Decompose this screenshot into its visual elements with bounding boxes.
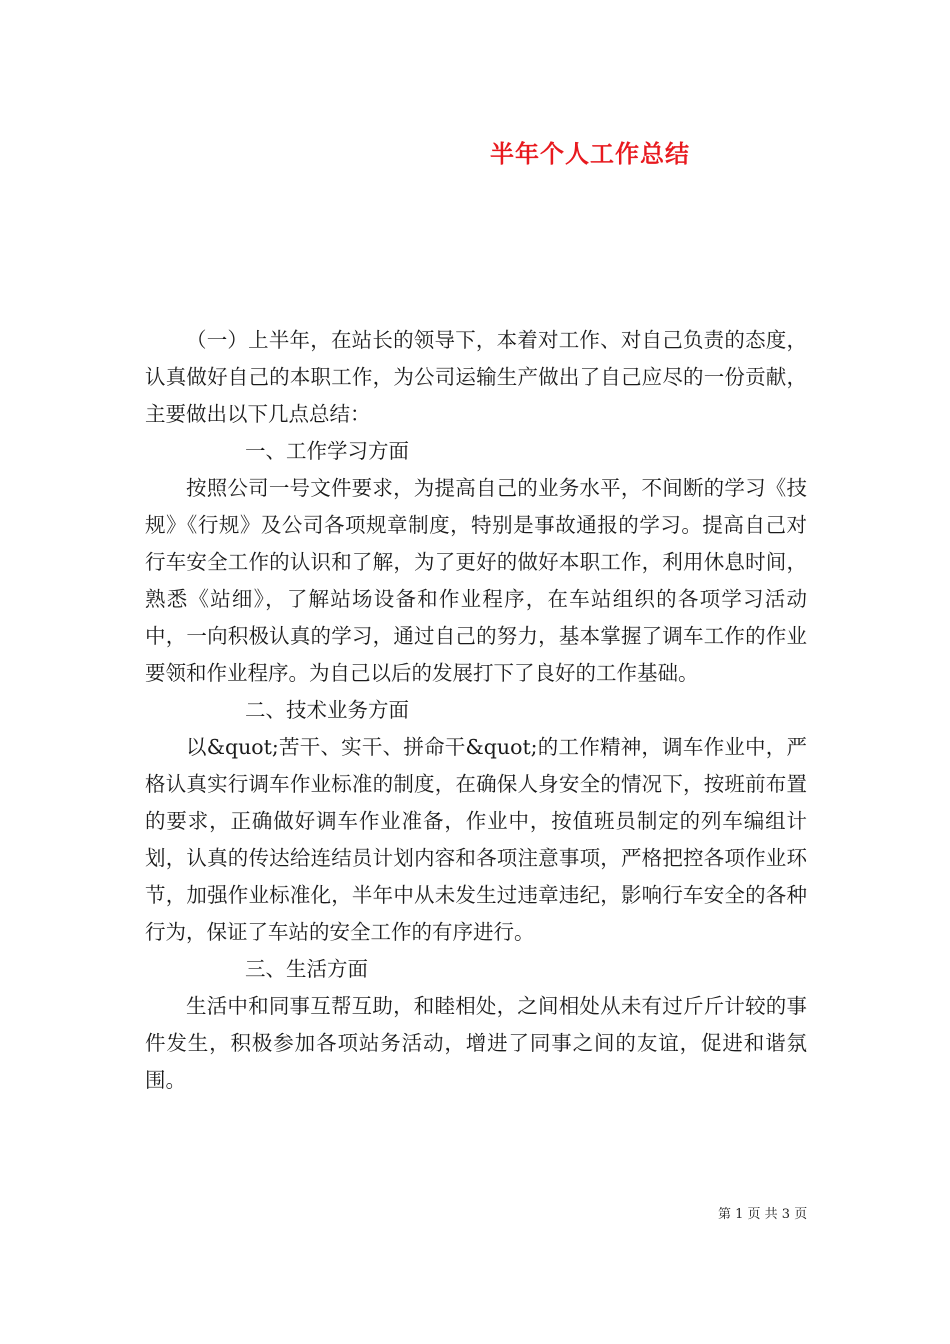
page-number-footer: 第 1 页 共 3 页 xyxy=(718,1207,808,1222)
intro-paragraph: （一）上半年，在站长的领导下，本着对工作、对自己负责的态度，认真做好自己的本职工作，为公司运输生产做出了自己应尽的一份贡献，主要做出以下几点总结： xyxy=(145,328,807,426)
section-paragraph-life: 生活中和同事互帮互助，和睦相处，之间相处从未有过斤斤计较的事件发生，积极参加各项站务活动，增进了同事之间的友谊，促进和谐氛围。 xyxy=(145,994,807,1092)
section-paragraph-technical: 以&quot;苦干、实干、拼命干&quot;的工作精神，调车作业中，严格认真实行调车作业标准的制度，在确保人身安全的情况下，按班前布置的要求，正确做好调车作业准备，作业中，按值班员制定的列车编组计划，认真的传达给连结员计划内容和各项注意事项，严格把控各项作业环节，加强作业标准化，半年中从未发生过违章违纪，影响行车安全的各种行为，保证了车站的安全工作的有序进行。 xyxy=(145,735,807,944)
section-heading-study: 一、工作学习方面 xyxy=(245,439,409,463)
section-heading-technical: 二、技术业务方面 xyxy=(245,698,409,722)
section-heading-life: 三、生活方面 xyxy=(245,957,368,981)
document-title: 半年个人工作总结 xyxy=(490,140,690,168)
document-body xyxy=(145,322,807,1099)
section-paragraph-study: 按照公司一号文件要求，为提高自己的业务水平，不间断的学习《技规》《行规》及公司各项规章制度，特别是事故通报的学习。提高自己对行车安全工作的认识和了解，为了更好的做好本职工作，利用休息时间，熟悉《站细》，了解站场设备和作业程序，在车站组织的各项学习活动中，一向积极认真的学习，通过自己的努力，基本掌握了调车工作的作业要领和作业程序。为自己以后的发展打下了良好的工作基础。 xyxy=(145,476,807,685)
